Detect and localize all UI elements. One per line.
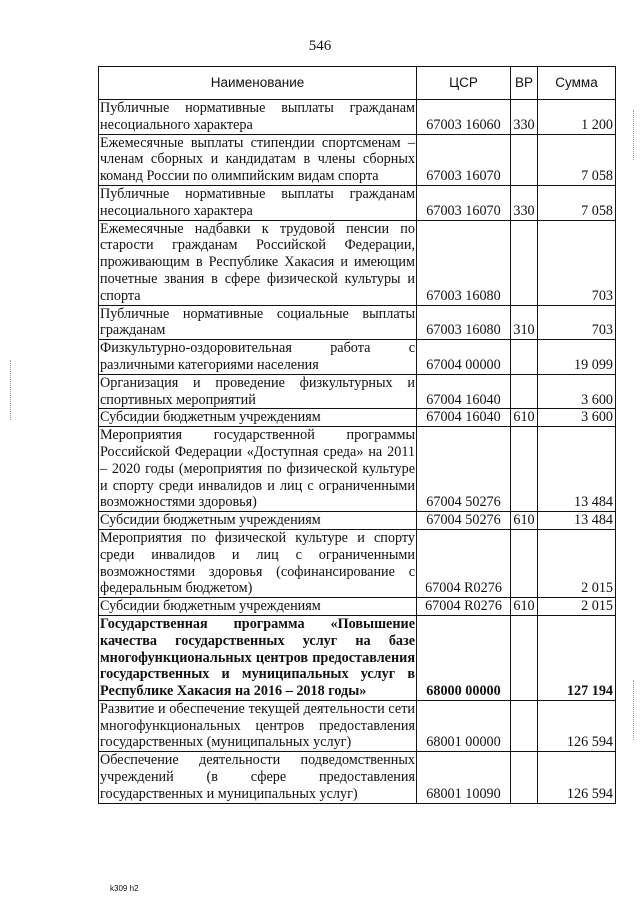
row-code: 67003 16060 xyxy=(417,100,511,135)
row-vr xyxy=(511,700,538,751)
page-number: 546 xyxy=(308,38,332,54)
row-sum: 1 200 xyxy=(538,100,616,135)
row-name: Субсидии бюджетным учреждениям xyxy=(99,512,417,530)
row-name: Публичные нормативные социальные выплаты гражданам xyxy=(100,305,415,339)
table-row xyxy=(99,752,616,803)
table-row xyxy=(99,100,616,135)
row-vr: 610 xyxy=(511,598,538,616)
row-name: Субсидии бюджетным учреждениям xyxy=(99,409,417,427)
row-vr: 310 xyxy=(511,305,538,340)
row-sum: 2 015 xyxy=(538,529,616,597)
header-vr: ВР xyxy=(511,67,538,100)
row-vr: 610 xyxy=(511,409,538,427)
row-sum: 126 594 xyxy=(538,700,616,751)
row-vr xyxy=(511,374,538,409)
edge-dots-right xyxy=(633,110,635,160)
row-sum: 703 xyxy=(538,305,616,340)
row-code: 68001 00000 xyxy=(417,700,511,751)
header-sum: Сумма xyxy=(538,67,616,100)
row-code: 67003 16070 xyxy=(417,134,511,185)
footer-code: k309 h2 xyxy=(110,884,139,893)
row-name: Мероприятия государственной программы Российской Федерации «Доступная среда» на 2011 – 2020 годы (мероприятия по физической культуре и спорту среди инвалидов и лиц с ограниченными возможностями здоровья) xyxy=(100,427,415,511)
edge-dots-right-lower xyxy=(633,680,635,740)
row-code: 67004 16040 xyxy=(417,409,511,427)
table-row xyxy=(99,340,616,375)
row-vr xyxy=(511,220,538,305)
table-row xyxy=(99,305,616,340)
table-row xyxy=(99,615,616,700)
row-name: Государственная программа «Повышение качества государственных услуг на базе многофункциональных центров предоставления государственных и муниципальных услуг в Республике Хакасия на 2016 – 2018 годы» xyxy=(100,615,415,700)
row-code: 67004 R0276 xyxy=(417,598,511,616)
row-sum: 7 058 xyxy=(538,185,616,220)
row-code: 67004 50276 xyxy=(417,427,511,512)
row-sum: 3 600 xyxy=(538,409,616,427)
table-row xyxy=(99,374,616,409)
row-name: Физкультурно-оздоровительная работа с различными категориями населения xyxy=(100,340,415,373)
row-sum: 126 594 xyxy=(538,752,616,803)
row-vr xyxy=(511,134,538,185)
row-code: 67004 50276 xyxy=(417,512,511,530)
row-sum: 13 484 xyxy=(538,427,616,512)
row-code: 67003 16070 xyxy=(417,185,511,220)
row-code: 67003 16080 xyxy=(417,220,511,305)
table-row xyxy=(99,409,616,427)
row-vr xyxy=(511,615,538,700)
row-vr xyxy=(511,427,538,512)
edge-dots-left xyxy=(10,360,12,420)
row-name: Публичные нормативные выплаты гражданам несоциального характера xyxy=(100,185,415,219)
table-header-row xyxy=(99,67,616,100)
row-name: Развитие и обеспечение текущей деятельности сети многофункциональных центров предоставления государственных (муниципальных услуг) xyxy=(100,700,415,751)
table-row xyxy=(99,185,616,220)
table-row xyxy=(99,134,616,185)
row-name: Мероприятия по физической культуре и спорту среди инвалидов и лиц с ограниченными возможностями здоровья (софинансирование с федеральным бюджетом) xyxy=(100,529,415,597)
header-code: ЦСР xyxy=(417,67,511,100)
table-row xyxy=(99,427,616,512)
row-code: 67004 00000 xyxy=(417,340,511,375)
row-vr: 330 xyxy=(511,100,538,135)
table-row xyxy=(99,700,616,751)
row-code: 68000 00000 xyxy=(417,615,511,700)
table-row xyxy=(99,220,616,305)
row-vr xyxy=(511,752,538,803)
row-sum: 7 058 xyxy=(538,134,616,185)
row-vr xyxy=(511,529,538,597)
row-name: Ежемесячные надбавки к трудовой пенсии по старости гражданам Российской Федерации, проживающим в Республике Хакасия и имеющим почетные звания в сфере физической культуры и спорта xyxy=(100,220,415,304)
row-name: Ежемесячные выплаты стипендии спортсменам – членам сборных и кандидатам в члены сборных команд России по олимпийским видам спорта xyxy=(100,134,415,185)
row-vr: 610 xyxy=(511,512,538,530)
row-sum: 2 015 xyxy=(538,598,616,616)
row-sum: 13 484 xyxy=(538,512,616,530)
row-sum: 703 xyxy=(538,220,616,305)
row-name: Публичные нормативные выплаты гражданам несоциального характера xyxy=(100,100,415,133)
row-sum: 3 600 xyxy=(538,374,616,409)
row-vr: 330 xyxy=(511,185,538,220)
row-name: Организация и проведение физкультурных и спортивных мероприятий xyxy=(100,374,415,408)
row-code: 68001 10090 xyxy=(417,752,511,803)
row-code: 67004 R0276 xyxy=(417,529,511,597)
header-name: Наименование xyxy=(99,67,417,100)
row-sum: 127 194 xyxy=(538,615,616,700)
table-row xyxy=(99,529,616,597)
row-name: Субсидии бюджетным учреждениям xyxy=(99,598,417,616)
row-name: Обеспечение деятельности подведомственных учреждений (в сфере предоставления государственных и муниципальных услуг) xyxy=(100,752,415,802)
row-code: 67004 16040 xyxy=(417,374,511,409)
row-code: 67003 16080 xyxy=(417,305,511,340)
table-row xyxy=(99,598,616,616)
table-row xyxy=(99,512,616,530)
table-body xyxy=(99,100,616,804)
budget-table xyxy=(98,66,616,804)
row-vr xyxy=(511,340,538,375)
row-sum: 19 099 xyxy=(538,340,616,375)
